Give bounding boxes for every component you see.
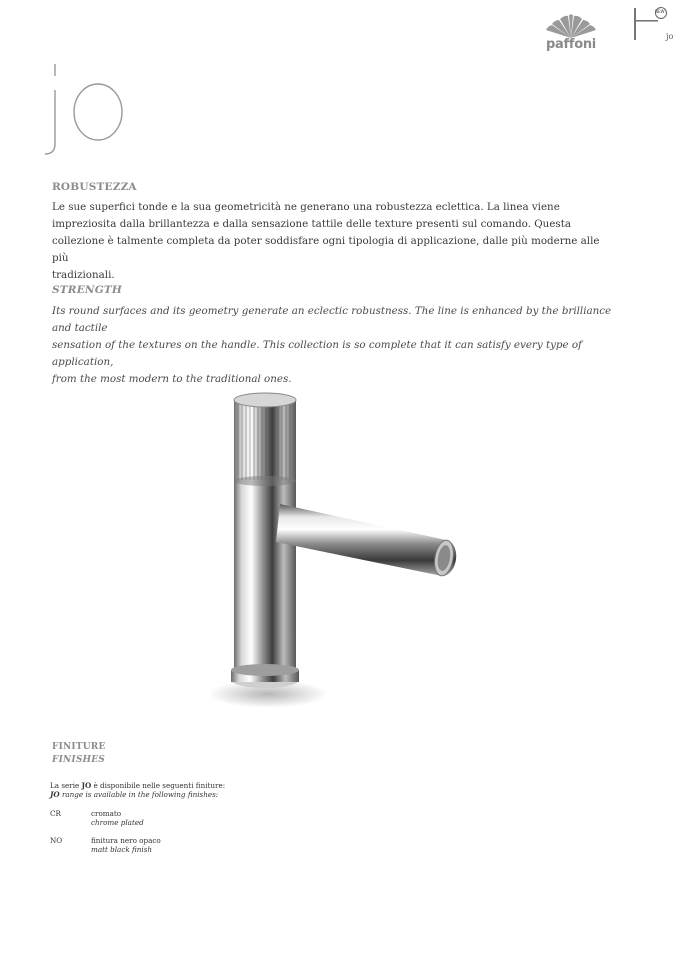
series-title-graphic [40,62,140,162]
finish-name-italian: cromato [91,809,122,818]
series-mark [628,6,676,46]
section-text-english [52,303,612,388]
text-line: impreziosita dalla brillantezza e dalla sensazione tattile delle texture presenti sul comando. Questa [52,218,571,230]
new-badge: NEW [655,9,665,14]
brand-logo [540,14,602,54]
series-name: JO [81,781,92,790]
finishes-title-italian: FINITURE [52,742,106,752]
finish-code: NO [50,836,63,845]
finishes-title-english: FINISHES [52,755,105,765]
product-image [200,380,480,720]
finishes-intro-english [50,790,218,799]
text-line: from the most modern to the traditional ones. [52,373,292,385]
series-mark-label: jo [666,32,674,41]
section-text-italian [52,199,612,284]
text-line: Le sue superfici tonde e la sua geometricità ne generano una robustezza eclettica. La linea viene [52,201,560,213]
text-line: tradizionali. [52,269,115,281]
finish-name-english: matt black finish [91,845,153,854]
section-title-italian: ROBUSTEZZA [52,181,137,193]
text-line: collezione è talmente completa da poter soddisfare ogni tipologia di applicazione, dalle più moderne alle più [52,235,600,264]
section-title-english: STRENGTH [52,284,123,296]
series-title [40,62,140,162]
text-line: sensation of the textures on the handle. This collection is so complete that it can satisfy every type of application, [52,339,582,368]
finishes-intro-italian [50,781,225,790]
intro-suffix: è disponibile nelle seguenti finiture: [91,781,226,790]
finish-name-english: chrome plated [91,818,144,827]
finish-code: CR [50,809,61,818]
text-line: Its round surfaces and its geometry generate an eclectic robustness. The line is enhanced by the brilliance and tactile [52,305,612,334]
series-name: JO [50,790,60,799]
intro-prefix: La serie [50,781,82,790]
intro-suffix: range is available in the following finishes: [59,790,219,799]
brand-name: paffoni [546,37,596,52]
finish-name-italian: finitura nero opaco [91,836,161,845]
faucet-illustration [200,380,480,720]
